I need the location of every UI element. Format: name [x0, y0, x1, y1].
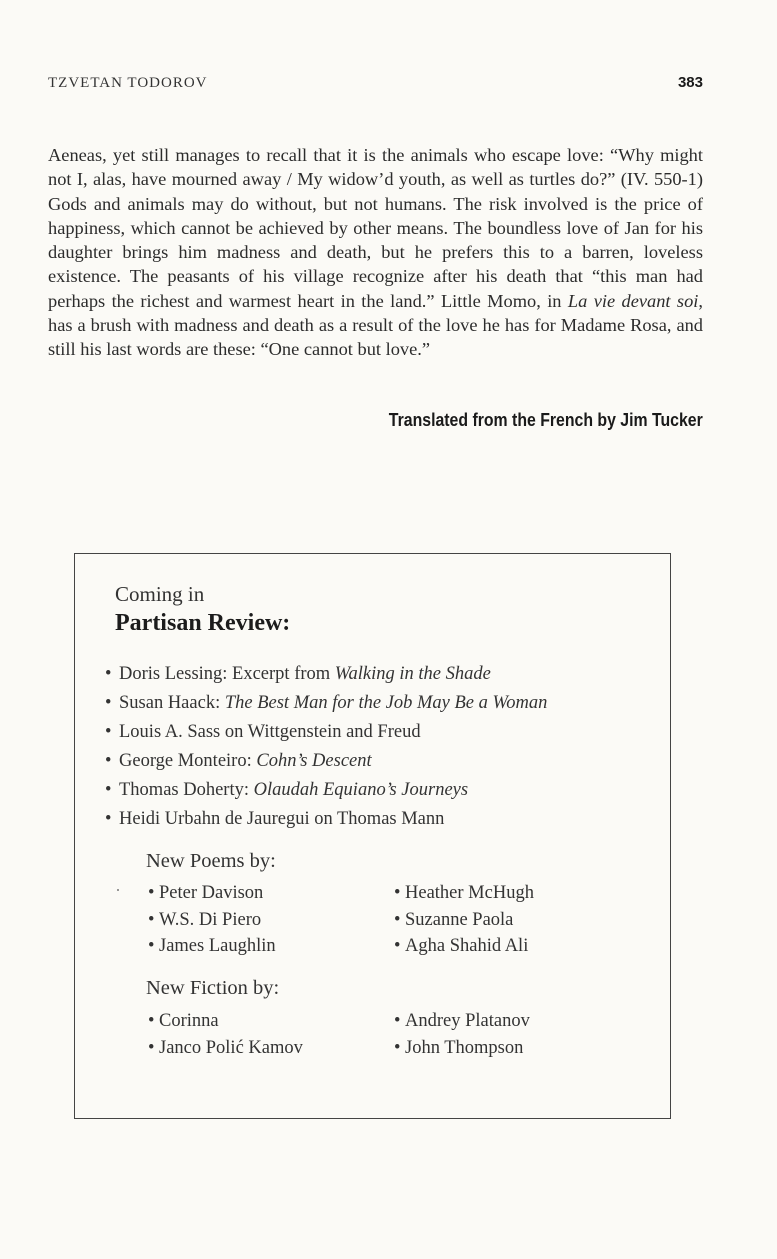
- bullet-icon: •: [148, 883, 155, 903]
- bullet-icon: •: [105, 780, 112, 800]
- bullet-icon: •: [105, 722, 112, 742]
- list-item: • Heidi Urbahn de Jauregui on Thomas Mann: [105, 805, 547, 834]
- list-item: • Susan Haack: The Best Man for the Job May Be a Woman: [105, 689, 547, 718]
- fiction-columns: [148, 1008, 608, 1061]
- bullet-icon: •: [394, 936, 401, 956]
- body-paragraph: [48, 143, 703, 362]
- poems-right-column: [394, 880, 534, 960]
- list-item: • Janco Polić Kamov: [148, 1035, 394, 1062]
- list-item: • Doris Lessing: Excerpt from Walking in the Shade: [105, 660, 547, 689]
- list-item: • Peter Davison: [148, 880, 394, 907]
- list-item: • James Laughlin: [148, 933, 394, 960]
- running-head: [48, 74, 703, 92]
- fiction-heading: New Fiction by:: [146, 977, 280, 999]
- list-item: • George Monteiro: Cohn’s Descent: [105, 747, 547, 776]
- running-head-author: TZVETAN TODOROV: [48, 75, 208, 91]
- journal-name: Partisan Review:: [115, 610, 291, 636]
- bullet-icon: •: [394, 883, 401, 903]
- list-item: • Heather McHugh: [394, 880, 534, 907]
- poems-left-column: [148, 880, 394, 960]
- poems-heading: New Poems by:: [146, 850, 276, 872]
- advertisement-box: [74, 553, 671, 1119]
- list-item: • W.S. Di Piero: [148, 907, 394, 934]
- list-item: • Corinna: [148, 1008, 394, 1035]
- bullet-icon: •: [148, 1011, 155, 1031]
- bullet-icon: •: [148, 909, 155, 930]
- body-text-italic-title: La vie devant soi: [567, 290, 699, 311]
- bullet-icon: •: [105, 809, 112, 829]
- page-number: 383: [677, 74, 703, 91]
- bullet-icon: •: [394, 1011, 401, 1031]
- fiction-right-column: [394, 1008, 530, 1061]
- list-item: • Louis A. Sass on Wittgenstein and Freud: [105, 718, 547, 747]
- stray-mark: [117, 889, 119, 891]
- bullet-icon: •: [105, 693, 112, 713]
- fiction-left-column: [148, 1008, 394, 1061]
- bullet-icon: •: [105, 664, 112, 684]
- list-item: • Andrey Platanov: [394, 1008, 530, 1035]
- body-text-segment: , has a brush with madness and death as a result of the love he has for Madame Rosa, and still his last words are these: “One cannot but love.”: [48, 290, 703, 360]
- bullet-icon: •: [105, 751, 112, 771]
- bullet-icon: •: [394, 1037, 401, 1058]
- list-item: • Thomas Doherty: Olaudah Equiano’s Journeys: [105, 776, 547, 805]
- contents-list: [105, 660, 547, 834]
- list-item: • John Thompson: [394, 1035, 530, 1062]
- bullet-icon: •: [148, 1037, 155, 1058]
- poems-columns: [148, 880, 608, 960]
- body-text-segment: Aeneas, yet still manages to recall that it is the animals who escape love: “Why might not I, alas, have mourned away / My widow’d youth, as well as turtles do?” (IV. 550-1) Gods and animals may do without, but not humans. The risk involved is the price of happiness, which cannot be achieved by other means. The boundless love of Jan for his daughter brings him madness and death, but he prefers this to a barren, loveless existence. The peasants of his village recognize after his death that “this man had perhaps the richest and warmest heart in the land.” Little Momo, in: [48, 145, 703, 311]
- bullet-icon: •: [394, 909, 401, 930]
- list-item: • Suzanne Paola: [394, 907, 534, 934]
- list-item: • Agha Shahid Ali: [394, 933, 534, 960]
- coming-label: Coming in: [115, 582, 205, 606]
- translator-credit: Translated from the French by Jim Tucker: [389, 410, 703, 430]
- bullet-icon: •: [148, 936, 155, 956]
